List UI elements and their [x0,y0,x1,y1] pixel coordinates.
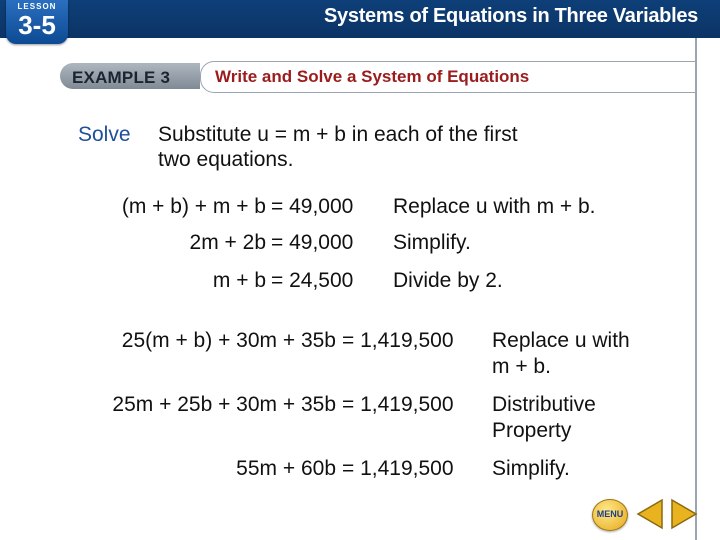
lesson-number: 3-5 [18,10,56,40]
step-6-note-1: Simplify. [492,457,570,480]
step-4-note-1: Replace u with [492,329,630,352]
lesson-word: LESSON [17,2,57,11]
step-4-note-2: m + b. [492,355,551,378]
step-1-note: Replace u with m + b. [393,195,596,218]
right-divider [695,38,697,540]
step-2-lhs: 2m + 2b [189,231,266,254]
example-title: Write and Solve a System of Equations [215,67,530,86]
intro-line-1: Substitute u = m + b in each of the first [158,123,518,146]
step-1-lhs: (m + b) + m + b [121,195,266,218]
solve-keyword: Solve [78,123,131,146]
step-1-rhs: = 49,000 [271,195,354,218]
step-6-lhs: 55m + 60b [236,457,336,480]
step-5-note-2: Property [492,419,572,442]
lesson-title: Systems of Equations in Three Variables [324,5,698,27]
lesson-badge [6,0,68,44]
intro-line-2: two equations. [158,148,294,171]
step-4-rhs: = 1,419,500 [342,329,454,352]
step-2-rhs: = 49,000 [271,231,354,254]
step-4-lhs: 25(m + b) + 30m + 35b [121,329,336,352]
menu-label: MENU [596,509,624,519]
step-3-rhs: = 24,500 [271,269,354,292]
example-bar [0,55,694,97]
next-arrow-icon[interactable] [666,497,702,531]
step-2-note: Simplify. [393,231,471,254]
menu-icon[interactable] [592,499,628,531]
step-5-note-1: Distributive [492,393,596,416]
step-3-note: Divide by 2. [393,269,503,292]
step-6-rhs: = 1,419,500 [342,457,454,480]
previous-arrow-icon[interactable] [632,497,668,531]
lesson-header [0,0,720,38]
example-label: EXAMPLE 3 [72,68,171,87]
step-5-rhs: = 1,419,500 [342,393,454,416]
step-5-lhs: 25m + 25b + 30m + 35b [112,393,336,416]
step-3-lhs: m + b [212,269,266,292]
